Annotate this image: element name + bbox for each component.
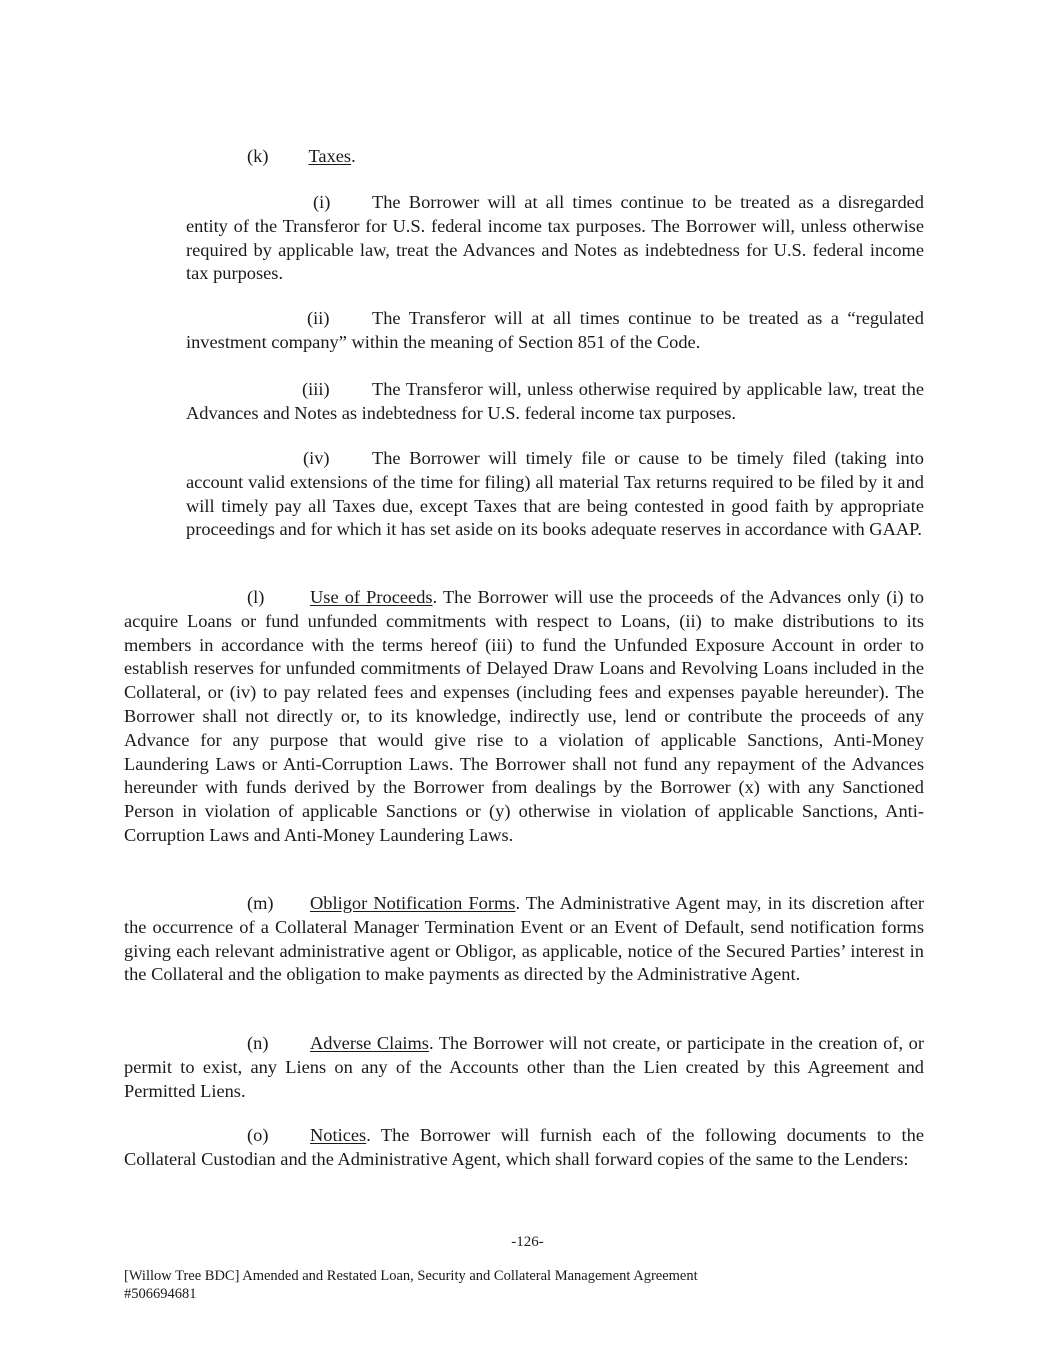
section-marker: (k) (247, 146, 269, 166)
section-o (124, 1124, 924, 1172)
subsection-text: The Transferor will at all times continue to be treated as a “regulated investment company” within the meaning of Section 851 of the Code. (186, 308, 924, 352)
section-title: Use of Proceeds (310, 587, 433, 607)
footer-title: [Willow Tree BDC] Amended and Restated Loan, Security and Collateral Management Agreement (124, 1268, 698, 1284)
page-number: -126- (511, 1234, 544, 1250)
section-marker: (o) (247, 1125, 269, 1145)
section-l (124, 586, 924, 848)
subsection-text: The Transferor will, unless otherwise required by applicable law, treat the Advances and Notes as indebtedness for U.S. federal income tax purposes. (186, 379, 924, 423)
section-m (124, 892, 924, 987)
subsection-marker: (iii) (302, 379, 330, 399)
subsection-i (186, 191, 924, 286)
section-text: . The Borrower will furnish each of the following documents to the Collateral Custodian and the Administrative Agent, which shall forward copies of the same to the Lenders: (124, 1125, 924, 1169)
section-marker: (m) (247, 893, 274, 913)
subsection-text: The Borrower will timely file or cause to be timely filed (taking into account valid extensions of the time for filing) all material Tax returns required to be filed by it and will timely pay all Taxes due, except Taxes that are being contested in good faith by appropriate proceedings and for which it has set aside on its books adequate reserves in accordance with GAAP. (186, 448, 924, 540)
section-text: . The Borrower will use the proceeds of the Advances only (i) to acquire Loans or fund unfunded commitments with respect to Loans, (ii) to make distributions to its members in accordance with the terms hereof (iii) to fund the Unfunded Exposure Account in order to establish reserves for unfunded commitments of Delayed Draw Loans and Revolving Loans included in the Collateral, or (iv) to pay related fees and expenses (including fees and expenses payable hereunder). The Borrower shall not directly or, to its knowledge, indirectly use, lend or contribute the proceeds of any Advance for any purpose that would give rise to a violation of applicable Sanctions, Anti-Money Laundering Laws or Anti-Corruption Laws. The Borrower shall not fund any repayment of the Advances hereunder with funds derived by the Borrower from dealings by the Borrower (x) with any Sanctioned Person in violation of applicable Sanctions or (y) otherwise in violation of applicable Sanctions, Anti-Corruption Laws and Anti-Money Laundering Laws. (124, 587, 924, 845)
section-marker: (n) (247, 1033, 269, 1053)
subsection-iv (186, 447, 924, 542)
section-n (124, 1032, 924, 1103)
section-title: Obligor Notification Forms (310, 893, 516, 913)
subsection-marker: (iv) (303, 448, 330, 468)
subsection-text: The Borrower will at all times continue to be treated as a disregarded entity of the Transferor for U.S. federal income tax purposes. The Borrower will, unless otherwise required by applicable law, treat the Advances and Notes as indebtedness for U.S. federal income tax purposes. (186, 192, 924, 284)
section-text: . The Borrower will not create, or participate in the creation of, or permit to exist, any Liens on any of the Accounts other than the Lien created by this Agreement and Permitted Liens. (124, 1033, 924, 1101)
section-k-heading: (k) Taxes. (247, 146, 356, 166)
section-title: Notices (310, 1125, 367, 1145)
section-text: . The Administrative Agent may, in its discretion after the occurrence of a Collateral Manager Termination Event or an Event of Default, send notification forms giving each relevant administrative agent or Obligor, as applicable, notice of the Secured Parties’ interest in the Collateral and the obligation to make payments as directed by the Administrative Agent. (124, 893, 925, 985)
document-footer (124, 1268, 698, 1303)
section-title: Adverse Claims (310, 1033, 429, 1053)
subsection-marker: (ii) (307, 308, 330, 328)
subsection-marker: (i) (313, 192, 331, 212)
footer-doc-id: #506694681 (124, 1285, 197, 1302)
section-title: Taxes (308, 146, 352, 166)
subsection-iii (186, 378, 924, 426)
subsection-ii (186, 307, 924, 355)
section-marker: (l) (247, 587, 265, 607)
